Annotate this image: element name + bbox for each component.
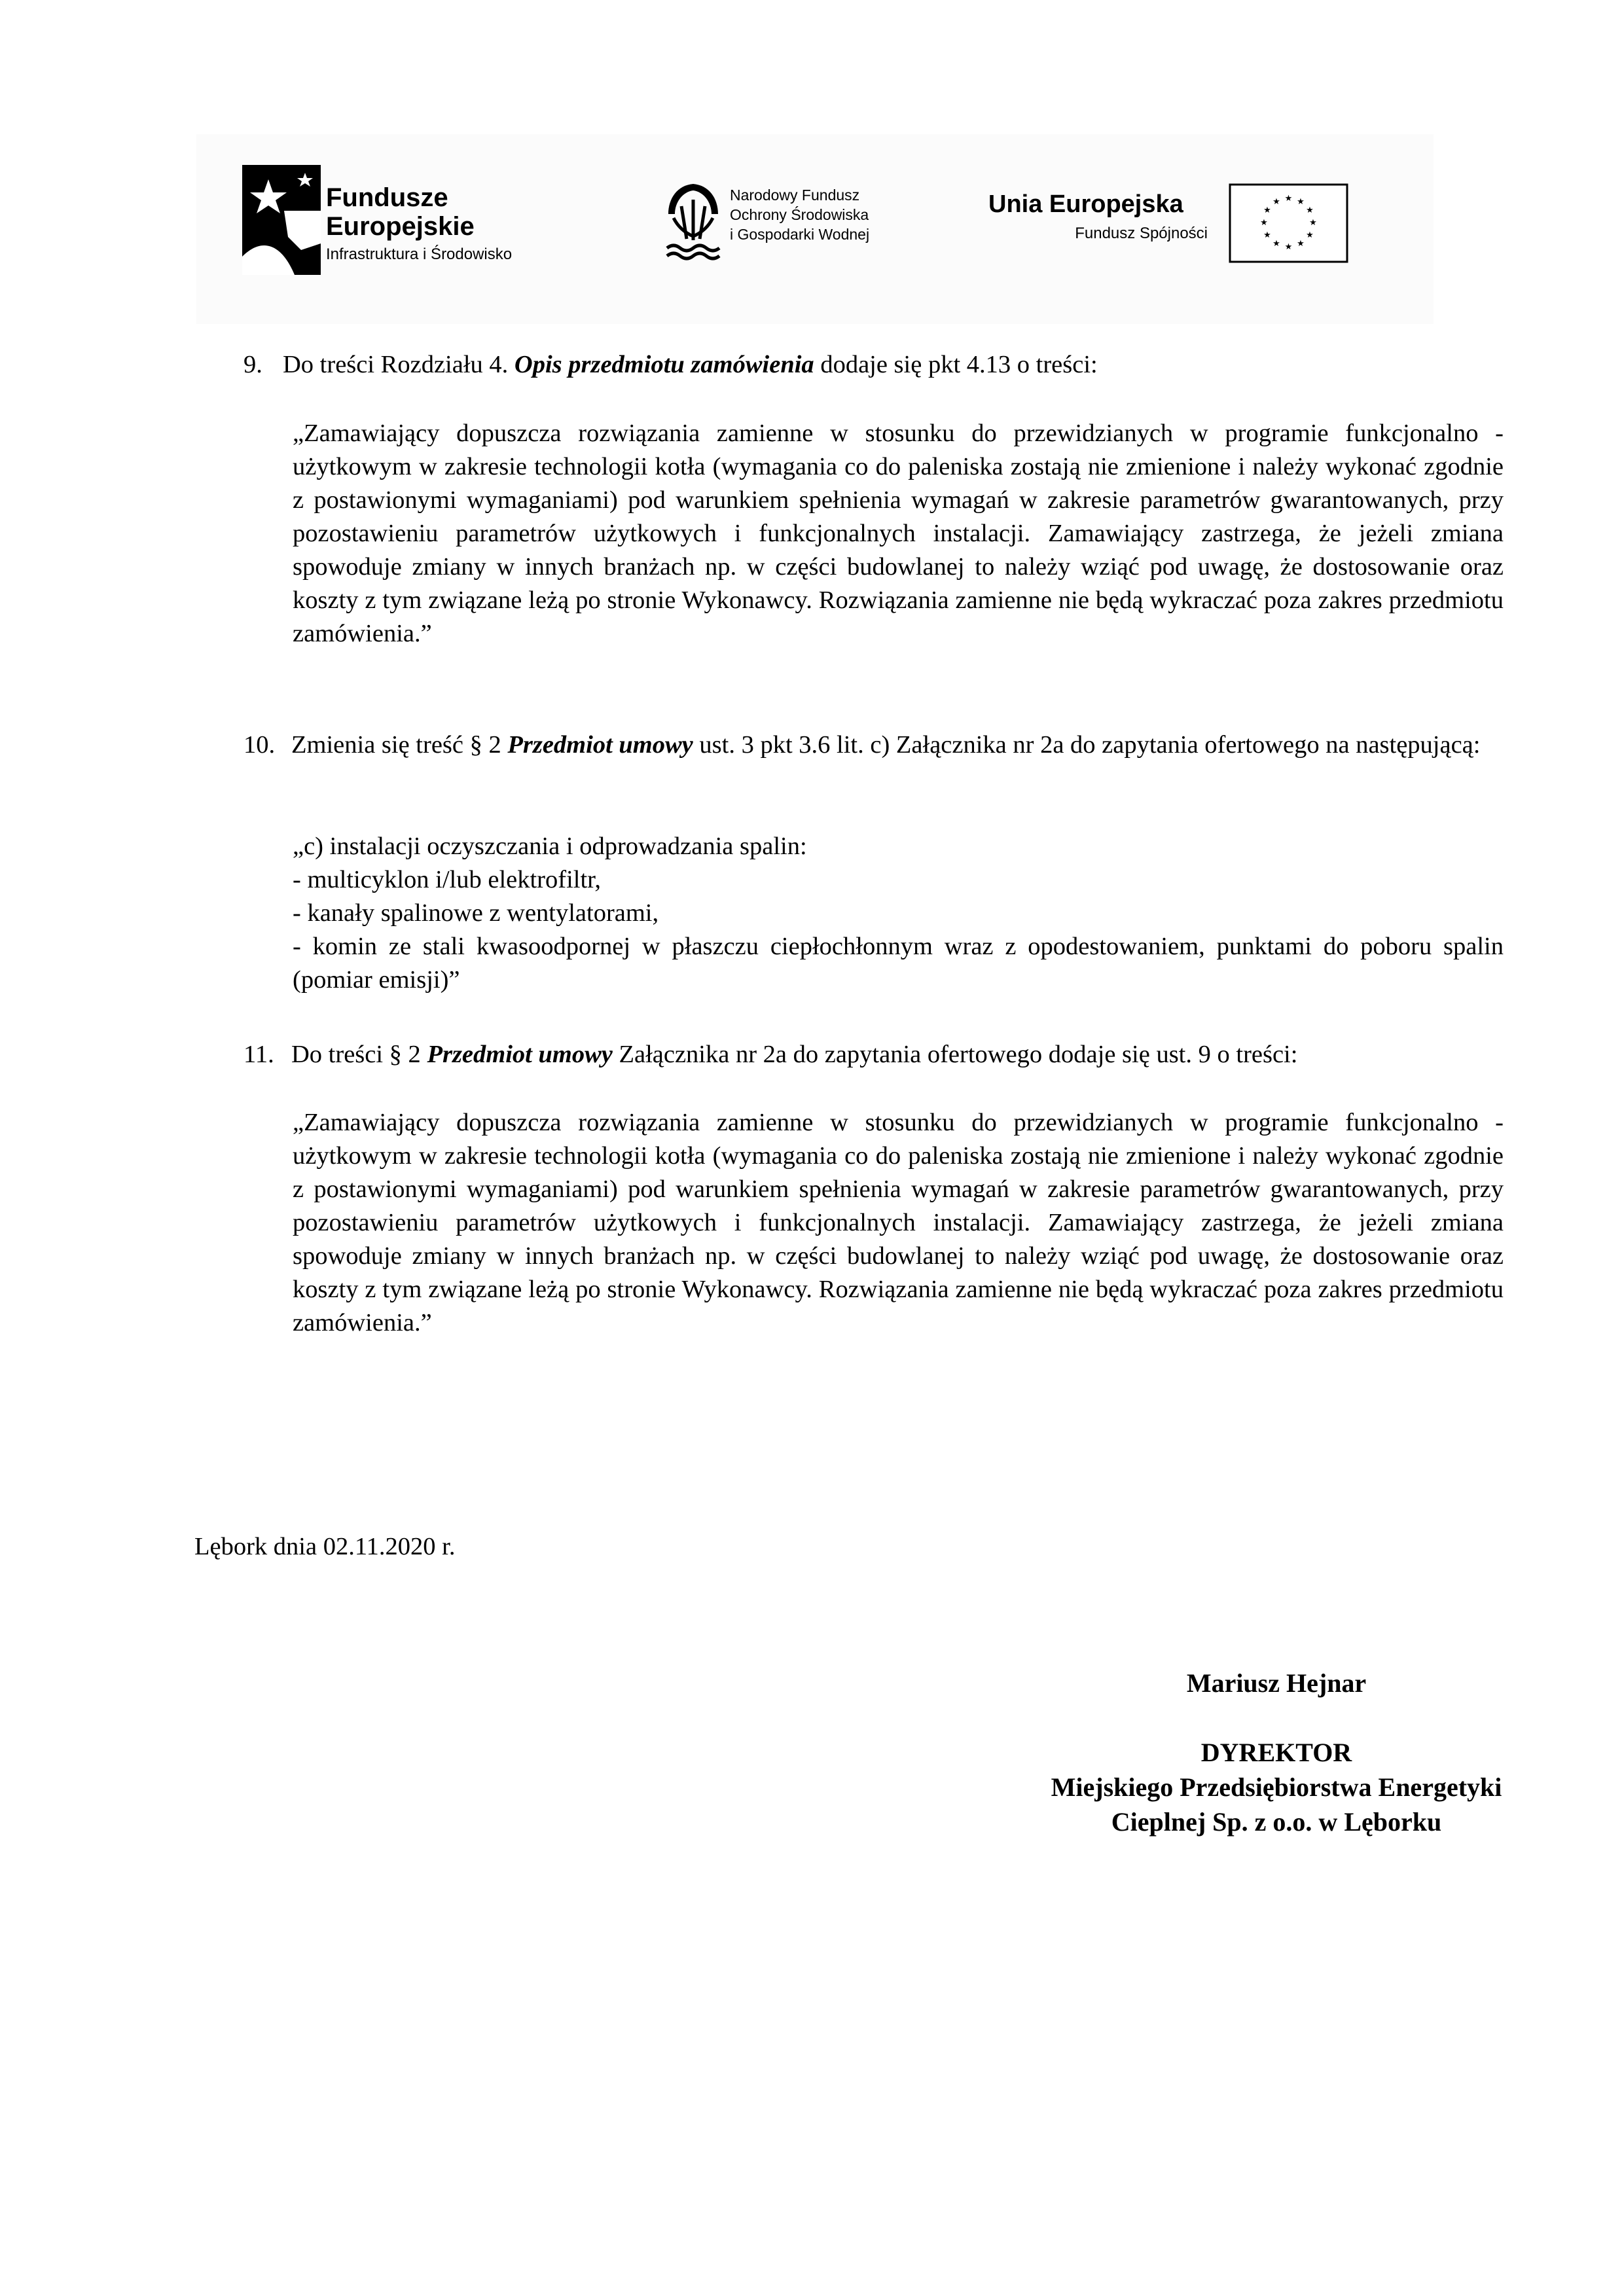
svg-text:★: ★	[1272, 197, 1280, 207]
signatory-org-line1: Miejskiego Przedsiębiorstwa Energetyki	[1051, 1772, 1502, 1802]
svg-text:★: ★	[1263, 230, 1271, 240]
quote-line: - komin ze stali kwasoodpornej w płaszczu ciepłochłonnym wraz z opodestowaniem, punktami do poboru spalin (pomiar emisji)”	[293, 933, 1504, 994]
logo-ue-line1: Unia Europejska	[988, 190, 1183, 218]
svg-text:★: ★	[1284, 242, 1293, 252]
quote-line: - multicyklon i/lub elektrofiltr,	[293, 866, 602, 893]
svg-text:★: ★	[1263, 206, 1271, 215]
text-segment: Załącznika nr 2a do zapytania ofertowego dodaje się ust. 9 o treści:	[612, 1041, 1298, 1068]
logo-nf-line1: Narodowy Fundusz	[730, 187, 860, 204]
signatory-org-line2: Cieplnej Sp. z o.o. w Lęborku	[1111, 1807, 1442, 1837]
list-item-9	[244, 348, 1506, 382]
text-segment: ust. 3 pkt 3.6 lit. c) Załącznika nr 2a do zapytania ofertowego na następującą:	[693, 731, 1481, 759]
logo-fundusze-europejskie	[242, 165, 583, 276]
svg-text:★: ★	[1309, 218, 1317, 228]
quote-paragraph-2	[293, 830, 1504, 997]
signature-block	[916, 1666, 1624, 1839]
signatory-name: Mariusz Hejnar	[1186, 1668, 1367, 1698]
logo-nf-text	[730, 185, 869, 244]
fundusze-europejskie-star-icon	[242, 165, 321, 275]
place-date: Lębork dnia 02.11.2020 r.	[194, 1533, 456, 1560]
eu-flag-icon	[1229, 183, 1348, 263]
logo-nf-line3: i Gospodarki Wodnej	[730, 226, 870, 243]
svg-text:★: ★	[1306, 230, 1314, 240]
svg-text:★: ★	[1284, 194, 1293, 204]
list-item-text	[291, 728, 1504, 762]
nfosigw-emblem-icon	[664, 180, 722, 265]
svg-text:★: ★	[1297, 197, 1305, 207]
list-number: 9.	[244, 351, 262, 378]
list-number: 10.	[244, 731, 276, 759]
list-number: 11.	[244, 1041, 274, 1068]
quote-paragraph-1: „Zamawiający dopuszcza rozwiązania zamienne w stosunku do przewidzianych w programie funkcjonalno - użytkowym w zakresie technologii kotła (wymagania co do paleniska zostają nie zmienione i należy wykonać zgodnie z postawionymi wymaganiami) pod warunkiem spełnienia wymagań w zakresie parametrów gwarantowanych, przy pozostawieniu parametrów użytkowych i funkcjonalnych instalacji. Zamawiający zastrzega, że jeżeli zmiana spowoduje zmiany w innych branżach np. w części budowlanej to należy wziąć pod uwagę, że dostosowanie oraz koszty z tym związane leżą po stronie Wykonawcy. Rozwiązania zamienne nie będą wykraczać poza zakres przedmiotu zamówienia.”	[293, 420, 1504, 647]
logo-nf-line2: Ochrony Środowiska	[730, 206, 869, 223]
logo-fe-line3: Infrastruktura i Środowisko	[326, 245, 513, 263]
emphasized-title: Opis przedmiotu zamówienia	[514, 351, 814, 378]
logo-nfosigw	[664, 180, 939, 272]
list-item-10	[244, 728, 1506, 795]
logo-fe-line1: Fundusze	[326, 183, 448, 212]
svg-text:★: ★	[1260, 218, 1268, 228]
logo-ue-line2: Fundusz Spójności	[1075, 224, 1208, 242]
list-item-text	[291, 1038, 1504, 1071]
logo-fe-line2: Europejskie	[326, 212, 475, 241]
list-item-text	[283, 348, 1495, 382]
text-segment: Do treści § 2	[291, 1041, 427, 1068]
quote-line: - kanały spalinowe z wentylatorami,	[293, 899, 659, 927]
svg-text:★: ★	[1272, 239, 1280, 249]
list-item-11	[244, 1038, 1506, 1071]
quote-line: „c) instalacji oczyszczania i odprowadzania spalin:	[293, 833, 807, 860]
text-segment: Zmienia się treść § 2	[291, 731, 508, 759]
text-segment: dodaje się pkt 4.13 o treści:	[814, 351, 1098, 378]
svg-text:★: ★	[1297, 239, 1305, 249]
svg-text:★: ★	[1306, 206, 1314, 215]
quote-paragraph-3: „Zamawiający dopuszcza rozwiązania zamienne w stosunku do przewidzianych w programie funkcjonalno - użytkowym w zakresie technologii kotła (wymagania co do paleniska zostają nie zmienione i należy wykonać zgodnie z postawionymi wymaganiami) pod warunkiem spełnienia wymagań w zakresie parametrów gwarantowanych, przy pozostawieniu parametrów użytkowych i funkcjonalnych instalacji. Zamawiający zastrzega, że jeżeli zmiana spowoduje zmiany w innych branżach np. w części budowlanej to należy wziąć pod uwagę, że dostosowanie oraz koszty z tym związane leżą po stronie Wykonawcy. Rozwiązania zamienne nie będą wykraczać poza zakres przedmiotu zamówienia.”	[293, 1109, 1504, 1336]
signatory-title: DYREKTOR	[1200, 1738, 1352, 1767]
text-segment: Do treści Rozdziału 4.	[283, 351, 514, 378]
emphasized-title: Przedmiot umowy	[427, 1041, 613, 1068]
logo-unia-europejska	[988, 183, 1355, 265]
emphasized-title: Przedmiot umowy	[507, 731, 693, 759]
